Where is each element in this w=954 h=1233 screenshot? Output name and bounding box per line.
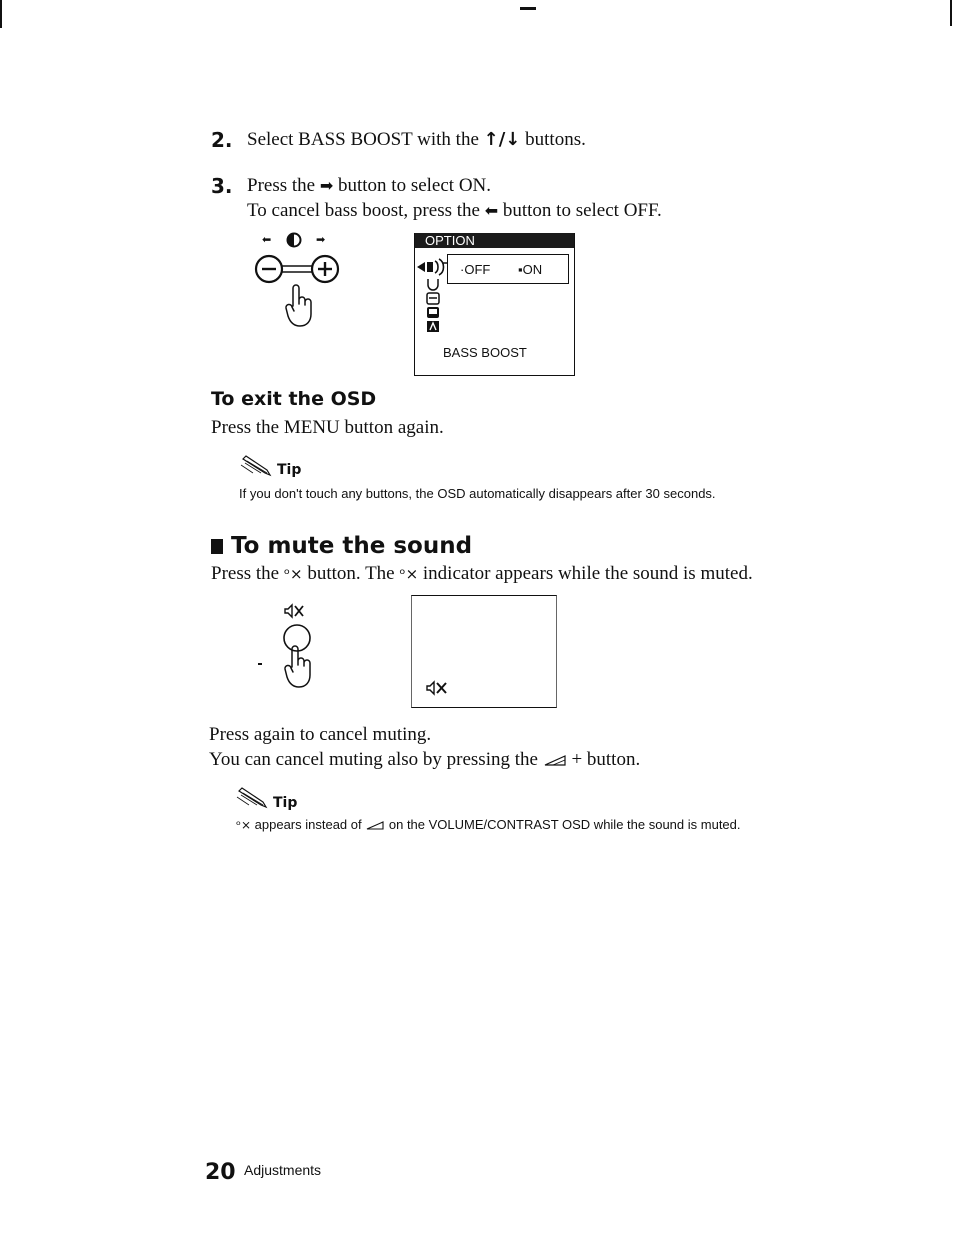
mute-osd-window	[411, 595, 557, 708]
mute-instruction-c: indicator appears while the sound is muted.	[422, 563, 753, 584]
tip-2-label: Tip	[273, 795, 298, 811]
step-3-number: 3.	[211, 174, 233, 198]
mute-instruction-a: Press the	[211, 563, 280, 584]
step-2-number: 2.	[211, 128, 233, 152]
scan-mark-top	[520, 7, 536, 10]
contrast-control-illustration	[250, 228, 350, 333]
pointing-hand-icon	[284, 282, 316, 328]
tip-2-text-a: appears instead of	[254, 817, 362, 832]
control-arrow-left-icon: ⬅	[262, 233, 272, 246]
step-3-line-1-a: Press the	[247, 175, 316, 196]
arrow-up-down-icon: ↑/↓	[483, 129, 521, 150]
section-marker	[211, 539, 223, 554]
cancel-muting-line-2-b: + button.	[571, 749, 641, 770]
mute-icon: ᵒ⨯	[283, 565, 303, 583]
exit-osd-body: Press the MENU button again.	[211, 417, 444, 438]
step-3-line-2-b: button to select OFF.	[502, 200, 662, 221]
mute-label-icon	[284, 603, 304, 619]
osd-off-option: ·OFF	[460, 262, 491, 277]
mute-heading-text: To mute the sound	[231, 533, 473, 559]
menu-item-icons	[425, 277, 441, 333]
cancel-muting-line-1: Press again to cancel muting.	[209, 724, 432, 745]
arrow-right-icon: ➡	[319, 176, 334, 195]
volume-icon	[365, 820, 385, 830]
tip-2-text-b: on the VOLUME/CONTRAST OSD while the sound is muted.	[388, 817, 741, 832]
page-number: 20	[205, 1160, 236, 1185]
cancel-muting-line-2	[209, 749, 640, 771]
step-3-line-2-a: To cancel bass boost, press the	[247, 200, 480, 221]
osd-option-window	[414, 233, 575, 376]
arrow-left-icon: ⬅	[484, 201, 499, 220]
bass-boost-icon	[415, 257, 449, 277]
minus-plus-button-icon	[254, 252, 340, 286]
step-3-line-2	[247, 200, 662, 222]
mute-button-illustration	[255, 600, 325, 695]
scan-edge-left	[0, 0, 2, 28]
contrast-icon	[286, 232, 302, 248]
scan-edge-right	[950, 0, 952, 26]
dash-mark	[258, 663, 262, 665]
step-3-line-1-b: button to select ON.	[337, 175, 492, 196]
pencil-tip-icon	[239, 455, 273, 477]
osd-on-option: ▪ON	[518, 262, 543, 277]
footer-section-label: Adjustments	[244, 1162, 322, 1178]
step-3-line-1	[247, 175, 491, 197]
tip-2-text	[236, 817, 741, 832]
control-arrow-right-icon: ➡	[316, 233, 326, 246]
pointing-hand-icon	[283, 642, 315, 690]
tip-1-text: If you don't touch any buttons, the OSD automatically disappears after 30 seconds.	[239, 486, 716, 501]
pencil-tip-icon	[235, 787, 269, 809]
cancel-muting-line-2-a: You can cancel muting also by pressing the	[209, 749, 538, 770]
mute-instruction	[211, 563, 753, 585]
step-2-text	[247, 129, 586, 151]
volume-icon	[543, 754, 567, 766]
osd-option-box	[447, 254, 569, 284]
mute-icon: ᵒ⨯	[236, 818, 252, 832]
osd-item-label: BASS BOOST	[443, 345, 527, 360]
exit-osd-heading: To exit the OSD	[211, 388, 377, 410]
mute-instruction-b: button. The	[307, 563, 395, 584]
mute-section-heading	[211, 533, 472, 559]
mute-indicator-icon: ᵒ⨯	[399, 565, 419, 583]
step-2-text-b: buttons.	[525, 129, 586, 150]
osd-title: OPTION	[415, 233, 574, 248]
mute-indicator-icon	[426, 680, 448, 696]
step-2-text-a: Select BASS BOOST with the	[247, 129, 479, 150]
tip-1-label: Tip	[277, 462, 302, 478]
